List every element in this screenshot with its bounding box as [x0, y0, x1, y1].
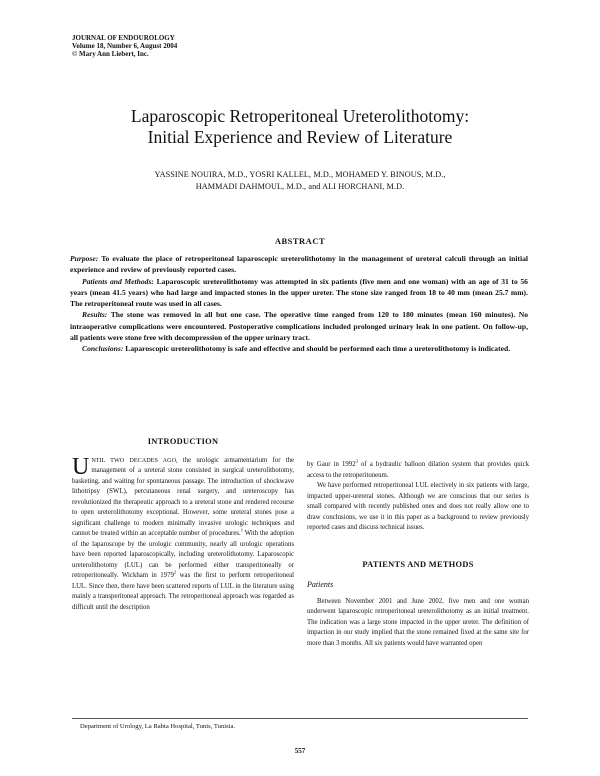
abstract-body [70, 253, 528, 355]
affiliation-footnote: Department of Urology, La Rabta Hospital, Tunis, Tunisia. [80, 723, 236, 730]
methods-paragraph-1: Between November 2001 and June 2002, five men and one woman underwent laparoscopic retroperitoneal ureterolithotomy as an initial treatment. The indication was a large stone impacted in the upper ureter. The definition of impaction in our study implied that the stone remained fixed at the same site for more than 3 months. All six patients would have warranted open [307, 597, 529, 647]
intro-cont-a: by Gaur in 1992 [307, 461, 356, 468]
purpose-text: To evaluate the place of retroperitoneal laparoscopic ureterolithotomy in the management of ureteral calculi through an initial experience and review of previously reported cases. [70, 254, 528, 275]
abstract-purpose [70, 253, 528, 276]
journal-volume: Volume 18, Number 6, August 2004 [72, 42, 178, 50]
abstract-results [70, 309, 528, 343]
intro-paragraph-2: We have performed retroperitoneal LUL electively in six patients with large, impacted upper-ureteral stones. Although we are conscious that our series is small compared with recently published ones and does not really allow one to draw conclusions, we use it in this paper as a background to review previously reported cases and discuss technical issues. [307, 482, 529, 531]
intro-p1c: was the first to perform retroperitoneal LUL. Since then, there have been scattered reports of LUL in the literature using mainly a transperitoneal approach. The retroperitoneal approach was regarded as difficult until the description [72, 572, 294, 611]
ref-3: 3 [355, 458, 358, 464]
ref-2: 2 [173, 569, 177, 575]
left-column [72, 437, 294, 613]
journal-name: JOURNAL OF ENDOUROLOGY [72, 34, 175, 42]
authors-line-2: HAMMADI DAHMOUL, M.D., and ALI HORCHANI, M.D. [195, 182, 405, 191]
journal-copyright: © Mary Ann Liebert, Inc. [72, 50, 149, 58]
journal-header [72, 34, 177, 58]
intro-lead: NTIL TWO DECADES AGO, [91, 456, 178, 464]
title-line-2: Initial Experience and Review of Literature [147, 127, 453, 147]
purpose-label: Purpose: [70, 254, 99, 263]
author-list [90, 169, 510, 193]
results-label: Results: [82, 310, 108, 320]
patients-subheading: Patients [307, 580, 334, 589]
abstract-methods [70, 276, 528, 310]
conclusions-text: Laparoscopic ureterolithotomy is safe and effective and should be performed each time a ureterolithotomy is indicated. [125, 344, 511, 354]
results-text: The stone was removed in all but one case. The operative time ranged from 120 to 180 minutes (mean 160 minutes). No intraoperative complications were encountered. Postoperative complications included prolonged urinary leak in one patient. On follow-up, all patients were stone free with decompression of the upper urinary tract. [70, 310, 529, 343]
intro-p1a: the urologic armamentarium for the management of a ureteral stone consisted in surgical ureterolithotomy, basketing, and waiting for spontaneous passage. The introduction of shockwave lithotripsy (SWL), percutaneous renal surgery, and ureteroscopy has revolutionized the therapeutic approach to a ureteral stone and rendered recourse to open ureterolithotomy exceptional. However, some ureteral stones pose a significant challenge to modern minimally invasive urologic techniques and cannot be treated within an acceptable number of procedures. [72, 456, 295, 537]
ref-1: 1 [240, 527, 243, 533]
introduction-heading: INTRODUCTION [147, 437, 219, 446]
abstract-heading: ABSTRACT [274, 236, 326, 246]
intro-paragraph-1 [72, 453, 295, 614]
paper-title [60, 106, 540, 148]
methods-text: Laparoscopic ureterolithotomy was attempted in six patients (five men and one woman) with an age of 31 to 56 years (mean 41.5 years) who had large and impacted stones in the upper ureter. The stone size ranged from 18 to 40 mm (mean 25.7 mm). The retroperitoneal route was used in all cases. [70, 276, 528, 309]
authors-line-1: YASSINE NOUIRA, M.D., YOSRI KALLEL, M.D., MOHAMED Y. BINOUS, M.D., [154, 170, 446, 179]
footnote-rule [72, 718, 528, 719]
page-number: 557 [294, 747, 306, 755]
intro-p1b: With the adoption of the laparoscope by the urologic community, nearly all urologic operations have been reported laparoscopically, including ureterolithotomy. Laparoscopic ureterolithotomy (LUL) can be performed either transperitoneally or retroperitoneally. Wickham in 1979 [72, 530, 295, 579]
drop-cap: U [72, 453, 90, 480]
methods-label: Patients and Methods: [82, 276, 154, 286]
intro-continuation [307, 460, 529, 481]
right-column [307, 460, 529, 649]
conclusions-label: Conclusions: [82, 344, 124, 354]
abstract-conclusions [70, 343, 528, 354]
intro-cont-b: of a hydraulic balloon dilation system that provides quick access to the retroperitoneum. [307, 461, 529, 479]
methods-heading: PATIENTS AND METHODS [362, 559, 474, 569]
title-line-1: Laparoscopic Retroperitoneal Ureterolithotomy: [130, 106, 470, 126]
